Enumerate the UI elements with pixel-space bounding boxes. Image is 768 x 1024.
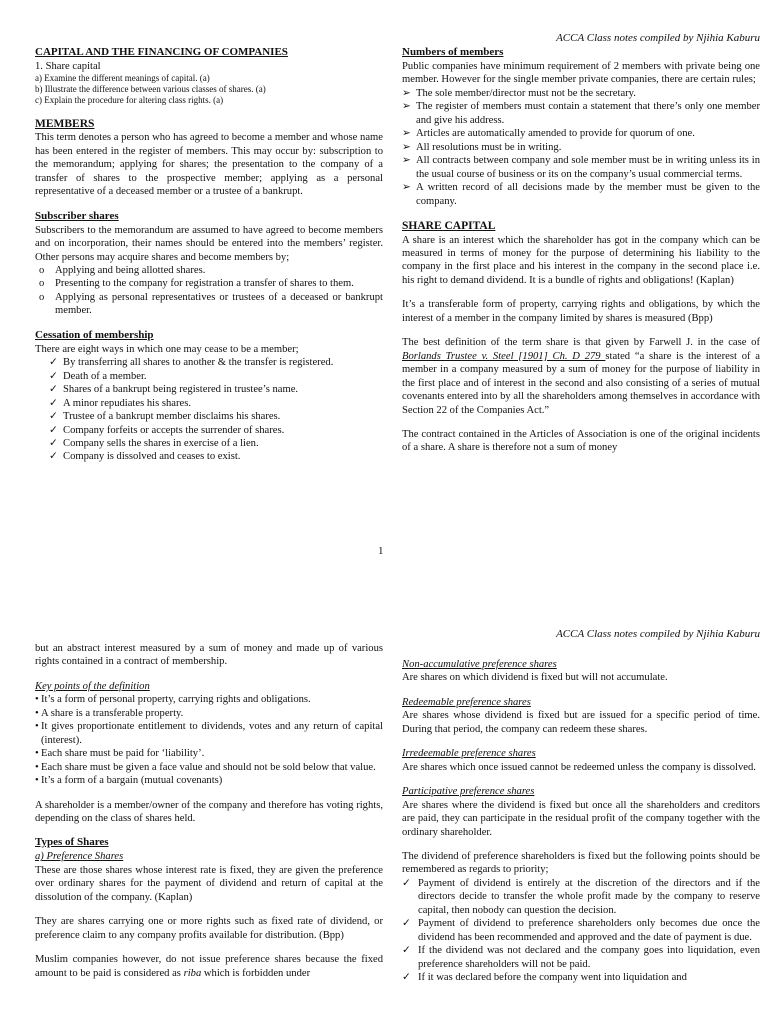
checkmark-icon: ✓	[49, 357, 58, 369]
subscriber-paragraph: Subscribers to the memorandum are assumed to have agreed to become members and on incorporation, their names should be entered into the members’ register. Other persons may acquire shares and become members by;	[35, 224, 383, 263]
list-item: • Each share must be given a face value and should not be sold below that value.	[35, 761, 376, 773]
share-capital-heading: SHARE CAPITAL	[402, 219, 496, 232]
circle-bullet-icon: o	[39, 291, 45, 303]
arrow-bullet-icon: ➢	[402, 101, 411, 113]
objective-item: a) Examine the different meanings of capital. (a)	[35, 73, 210, 84]
priority-intro: The dividend of preference shareholders is fixed but the following points should be remembered as regards to priority;	[402, 850, 760, 876]
preference-heading: a) Preference Shares	[35, 851, 124, 863]
participative-heading: Participative preference shares	[402, 786, 535, 798]
checkmark-icon: ✓	[49, 424, 58, 436]
list-item: ➢ All contracts between company and sole member must be in writing unless its in the usual course of business or its on the company’s usual commercial terms.	[402, 155, 760, 180]
list-item: ✓ A minor repudiates his shares.	[49, 397, 191, 409]
checkmark-icon: ✓	[49, 411, 58, 423]
list-item: ➢ All resolutions must be in writing.	[402, 141, 562, 153]
subscriber-heading: Subscriber shares	[35, 209, 119, 222]
checkmark-icon: ✓	[49, 370, 58, 382]
keypoints-heading: Key points of the definition	[35, 680, 150, 692]
document-title: CAPITAL AND THE FINANCING OF COMPANIES	[35, 46, 288, 58]
list-item: ✓ By transferring all shares to another & the transfer is registered.	[49, 357, 334, 369]
share-capital-paragraph: It’s a transferable form of property, carrying rights and obligations, by which the interest of a member in the company limited by shares is measured (Bpp)	[402, 299, 760, 324]
circle-bullet-icon: o	[39, 278, 45, 290]
left-column	[35, 46, 383, 464]
list-item: ✓ Payment of dividend is entirely at the discretion of the directors and if the directors decide to transfer the whole profit made by the company to reserve capital, then nobody can question the decision.	[402, 877, 760, 916]
list-item: o Applying and being allotted shares.	[39, 265, 206, 276]
preference-paragraph: Muslim companies however, do not issue preference shares because the fixed amount to be paid is considered as riba which is forbidden under	[35, 954, 383, 979]
list-item: ✓ Payment of dividend to preference shareholders only becomes due once the dividend has been recommended and approved and the date of payment is due.	[402, 918, 760, 943]
list-item: ➢ The register of members must contain a statement that there’s only one member and give his address.	[402, 101, 760, 126]
cessation-list	[35, 356, 383, 464]
cessation-heading: Cessation of membership	[35, 328, 154, 341]
list-item: ✓ Company is dissolved and ceases to exist.	[49, 451, 241, 463]
members-paragraph: This term denotes a person who has agreed to become a member and whose name has been entered in the register of members. This may occur by: subscription to the memorandum; applying for shares; the presentation to the company of a transfer of shares to the prospective member; applying as a personal representative of a deceased member or a trustee of a bankrupt.	[35, 132, 383, 198]
continuation-paragraph: but an abstract interest measured by a sum of money and made up of various rights contained in a contract of membership.	[35, 643, 383, 668]
list-item: ➢ Articles are automatically amended to provide for quorum of one.	[402, 128, 695, 140]
checkmark-icon: ✓	[49, 437, 58, 449]
case-citation: Borlands Trustee v. Steel [1901] Ch. D 279	[402, 350, 606, 362]
types-heading: Types of Shares	[35, 836, 109, 849]
arrow-bullet-icon: ➢	[402, 87, 411, 99]
list-item: ✓ If it was declared before the company went into liquidation and	[402, 972, 687, 984]
redeemable-heading: Redeemable preference shares	[402, 696, 531, 708]
list-item: o Applying as personal representatives or trustees of a deceased or bankrupt member.	[39, 291, 383, 317]
circle-bullet-icon: o	[39, 265, 45, 276]
numbers-paragraph: Public companies have minimum requirement of 2 members with private being one member. However for the single member private companies, there are certain rules;	[402, 60, 760, 86]
section-subtitle: 1. Share capital	[35, 60, 101, 72]
bullet-icon: •	[35, 775, 39, 787]
subscriber-list	[35, 264, 383, 318]
shareholder-paragraph: A shareholder is a member/owner of the company and therefore has voting rights, depending on the class of shares held.	[35, 799, 383, 824]
objective-item: b) Illustrate the difference between various classes of shares. (a)	[35, 84, 266, 95]
arrow-bullet-icon: ➢	[402, 155, 411, 167]
list-item: ➢ The sole member/director must not be the secretary.	[402, 87, 636, 99]
list-item: ➢ A written record of all decisions made by the member must be given to the company.	[402, 182, 760, 207]
list-item: ✓ If the dividend was not declared and the company goes into liquidation, even preference shareholders will not be paid.	[402, 945, 760, 970]
checkmark-icon: ✓	[402, 918, 411, 930]
nonaccumulative-heading: Non-accumulative preference shares	[402, 659, 557, 670]
arrow-bullet-icon: ➢	[402, 141, 411, 153]
page-number: 1	[378, 545, 384, 557]
numbers-list	[402, 87, 760, 208]
checkmark-icon: ✓	[49, 384, 58, 396]
page-header: ACCA Class notes compiled by Njihia Kaburu	[556, 32, 760, 44]
members-heading: MEMBERS	[35, 117, 95, 130]
irredeemable-heading: Irredeemable preference shares	[402, 748, 536, 760]
bullet-icon: •	[35, 694, 39, 706]
list-item: ✓ Company forfeits or accepts the surrender of shares.	[49, 424, 285, 436]
keypoints-list	[35, 693, 383, 787]
participative-paragraph: Are shares where the dividend is fixed but once all the shareholders and creditors are paid, they can participate in the residual profit of the company together with the ordinary shareholder.	[402, 799, 760, 838]
cessation-intro: There are eight ways in which one may cease to be a member;	[35, 343, 299, 355]
list-item: • It’s a form of personal property, carrying rights and obligations.	[35, 694, 311, 706]
share-capital-paragraph: A share is an interest which the shareholder has got in the company which can be measured in terms of money for the purpose of determining his liability to the company in the first place and his interest in the company in the second place i.e. his right to demand dividend. It is a bundle of rights and obligations! (Kaplan)	[402, 234, 760, 286]
page-header: ACCA Class notes compiled by Njihia Kaburu	[556, 628, 760, 640]
right-column	[402, 46, 760, 455]
share-capital-paragraph: The contract contained in the Articles of Association is one of the original incidents of a share. A share is therefore not a sum of money	[402, 428, 760, 454]
checkmark-icon: ✓	[49, 451, 58, 463]
list-item: ✓ Death of a member.	[49, 370, 147, 382]
checkmark-icon: ✓	[402, 945, 411, 957]
bullet-icon: •	[35, 721, 39, 733]
checkmark-icon: ✓	[402, 972, 411, 984]
bullet-icon: •	[35, 707, 39, 719]
share-definition-paragraph: The best definition of the term share is that given by Farwell J. in the case of Borlands Trustee v. Steel [1901] Ch. D 279 stated “a share is the interest of a member in a company measured by a sum of money for the purpose of liability in the first place and of interest in the second and also consisting of a series of mutual covenants entered into by all the shareholders among themselves in accordance with Section 22 of the Companies Act.”	[402, 337, 760, 416]
numbers-heading: Numbers of members	[402, 46, 504, 58]
objective-item: c) Explain the procedure for altering class rights. (a)	[35, 95, 224, 106]
checkmark-icon: ✓	[49, 397, 58, 409]
left-column	[35, 642, 383, 980]
page-gap	[0, 580, 768, 620]
arrow-bullet-icon: ➢	[402, 182, 411, 194]
list-item: ✓ Shares of a bankrupt being registered in trustee’s name.	[49, 384, 299, 396]
list-item: • It’s a form of a bargain (mutual covenants)	[35, 775, 223, 787]
preference-paragraph: They are shares carrying one or more rights such as fixed rate of dividend, or preference claim to any company profits available for distribution. (Bpp)	[35, 916, 383, 941]
list-item: ✓ Company sells the shares in exercise of a lien.	[49, 437, 259, 449]
nonaccumulative-paragraph: Are shares on which dividend is fixed but will not accumulate.	[402, 672, 668, 684]
redeemable-paragraph: Are shares whose dividend is fixed but are issued for a specific period of time. During that period, the company can redeem these shares.	[402, 710, 760, 735]
list-item: o Presenting to the company for registration a transfer of shares to them.	[39, 278, 354, 290]
list-item: • It gives proportionate entitlement to dividends, votes and any return of capital (interest).	[35, 721, 383, 746]
bullet-icon: •	[35, 748, 39, 760]
list-item: ✓ Trustee of a bankrupt member disclaims his shares.	[49, 411, 281, 423]
arrow-bullet-icon: ➢	[402, 128, 411, 140]
list-item: • A share is a transferable property.	[35, 707, 184, 719]
document-page-2	[0, 620, 768, 1024]
list-item: • Each share must be paid for ‘liability’.	[35, 748, 205, 760]
bullet-icon: •	[35, 761, 39, 773]
preference-paragraph: These are those shares whose interest rate is fixed, they are given the preference over ordinary shares for the payment of dividend and return of capital at the dissolution of the company. (Kaplan)	[35, 864, 383, 903]
right-column	[402, 658, 760, 985]
priority-list	[402, 877, 760, 985]
checkmark-icon: ✓	[402, 877, 411, 889]
irredeemable-paragraph: Are shares which once issued cannot be redeemed unless the company is dissolved.	[402, 761, 756, 773]
